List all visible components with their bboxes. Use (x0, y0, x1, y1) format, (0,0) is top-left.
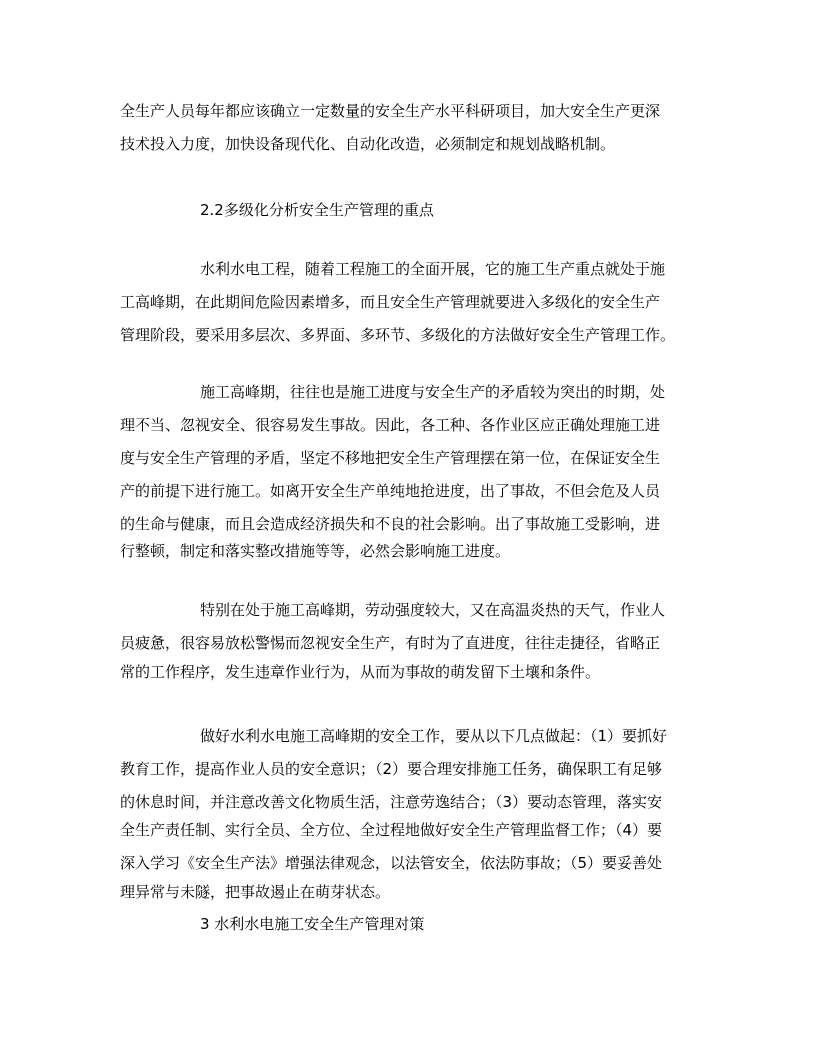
text-line: 管理阶段，要采用多层次、多界面、多环节、多级化的方法做好安全生产管理工作。 (120, 326, 676, 344)
text-line: 常的工作程序，发生违章作业行为，从而为事故的萌发留下土壤和条件。 (120, 663, 601, 681)
text-line: 度与安全生产管理的矛盾，坚定不移地把安全生产管理摆在第一位，在保证安全生 (120, 449, 661, 467)
text-line: 深入学习《安全生产法》增强法律观念，以法管安全，依法防事故；（5）要妥善处 (120, 854, 663, 872)
text-line: 全生产责任制、实行全员、全方位、全过程地做好安全生产管理监督工作；（4）要 (120, 821, 663, 839)
text-line: 施工高峰期，往往也是施工进度与安全生产的矛盾较为突出的时期，处 (200, 383, 666, 401)
text-line: 教育工作，提高作业人员的安全意识；（2）要合理安排施工任务，确保职工有足够 (120, 760, 663, 778)
text-line: 理异常与未隧，把事故遏止在萌芽状态。 (120, 883, 391, 901)
section-heading: 3 水利水电施工安全生产管理对策 (200, 915, 425, 933)
text-line: 特别在处于施工高峰期，劳动强度较大，又在高温炎热的天气，作业人 (200, 601, 666, 619)
text-line: 的生命与健康，而且会造成经济损失和不良的社会影响。出了事故施工受影响，进 (120, 515, 661, 533)
text-line: 技术投入力度，加快设备现代化、自动化改造，必须制定和规划战略机制。 (120, 135, 616, 153)
text-line: 的休息时间，并注意改善文化物质生活，注意劳逸结合；（3）要动态管理，落实安 (120, 793, 663, 811)
text-line: 产的前提下进行施工。如离开安全生产单纯地抢进度，出了事故，不但会危及人员 (120, 482, 661, 500)
text-line: 全生产人员每年都应该确立一定数量的安全生产水平科研项目，加大安全生产更深 (120, 102, 661, 120)
text-line: 做好水利水电施工高峰期的安全工作，要从以下几点做起：（1）要抓好 (200, 727, 668, 745)
text-line: 理不当、忽视安全、很容易发生事故。因此，各工种、各作业区应正确处理施工进 (120, 416, 661, 434)
text-line: 行整顿，制定和落实整改措施等等，必然会影响施工进度。 (120, 542, 511, 560)
section-heading: 2.2多级化分析安全生产管理的重点 (200, 201, 434, 219)
text-line: 水利水电工程，随着工程施工的全面开展，它的施工生产重点就处于施 (200, 260, 666, 278)
text-line: 工高峰期，在此期间危险因素增多，而且安全生产管理就要进入多级化的安全生产 (120, 293, 661, 311)
text-line: 员疲惫，很容易放松警惕而忽视安全生产，有时为了直进度，往往走捷径，省略正 (120, 634, 661, 652)
